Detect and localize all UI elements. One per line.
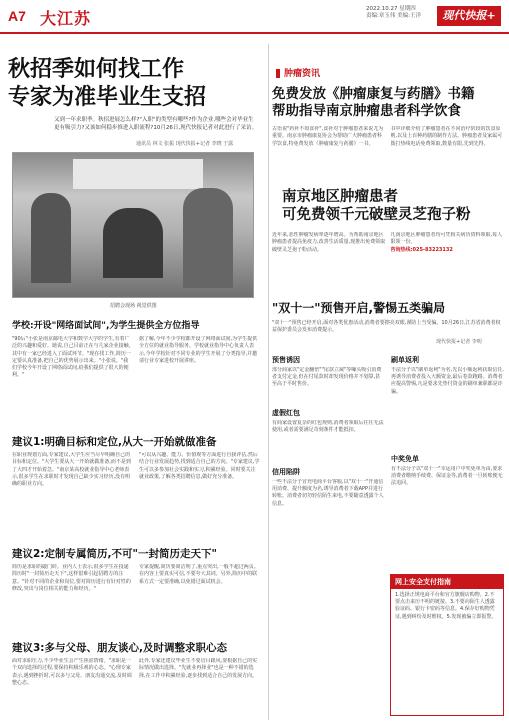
payment-guide-text: 1.选择正规电商平台和官方旗舰店购物。2.不要点击来历不明的链接。3.不要向陌生人透露验证码、银行卡密码等信息。4.保存好购物凭证,遇到纠纷及时维权。5.发现被骗立即报警。 (395, 592, 497, 620)
advice3-col2: 此外,专家还建议毕业生不要盲目跟风,要根据自己的实际情况做出选择。"先就业再择业"也是一种不错的选择,在工作中积累经验,逐步找到适合自己的发展方向。 (139, 658, 258, 679)
spore-headline-line2: 可免费领千元破壁灵芝孢子粉 (282, 207, 471, 223)
advice2-col2: 专家提醒,简历要简洁明了,重点突出,一般不超过两页。在内容上要真实可信,不要夸大其词。另外,简历中的联系方式一定要准确,以免错过面试机会。 (139, 564, 259, 585)
scam4-text: 不法分子以"刷单返利"为名,先以小额返利获取信任,再诱导消费者投入大额资金,最后卷款跑路。消费者应提高警惕,凡是要求先垫付资金的刷单兼职都是诈骗。 (391, 367, 504, 395)
main-headline-line1: 秋招季如何找工作 (8, 57, 185, 82)
scam-headline: "双十一"预售开启,警惕五类骗局 (272, 301, 446, 315)
book-body-col2: 书中详细介绍了肿瘤患者在不同治疗阶段的饮食原则,以及上百种药膳的制作方法。肿瘤患者及家属可拨打热线电话免费领取,数量有限,先到先得。 (390, 126, 503, 147)
book-headline-line2: 帮助指导南京肿瘤患者科学饮食 (272, 103, 461, 119)
spore-body-col1: 近年来,恶性肿瘤发病率逐年增高。为帮助南京地区肿瘤患者提高免疫力,改善生活质量,现推出免费领取破壁灵芝孢子粉活动。 (272, 232, 386, 253)
advice1-col2: "可以从兴趣、能力、价值观等方面进行自我评估,然后结合行业发展趋势,找到适合自己的方向。"专家建议,学生可以多参加社会实践和实习,积累经验。同时要关注就业政策,了解各类招聘信息,做好充分准备。 (139, 452, 260, 480)
scam5-text: 有不法分子以"双十一"幸运用户中奖免单为由,要求消费者缴纳手续费、保证金等,消费者一旦转账便无法追回。 (391, 466, 503, 487)
scam3-text: 一些不法分子冒充电商平台客服,以"双十一"开通信用消费、提升额度为名,诱导消费者下载APP并进行转账。消费者切勿轻信陌生来电,不要随意透露个人信息。 (272, 479, 384, 507)
spore-headline-line1: 南京地区肿瘤患者 (282, 189, 398, 205)
main-byline: 通讯员 林文 张振 现代快报+记者 李晓 于露 (136, 141, 234, 147)
spore-hotline: 咨询热线:025-83223132 (390, 246, 453, 253)
school-body (12, 336, 260, 426)
spore-body (272, 232, 504, 288)
advice3-title: 建议3:多与父母、朋友谈心,及时调整求职心态 (12, 642, 227, 654)
payment-guide-title: 网上安全支付指南 (391, 575, 503, 589)
school-body-col1: "90后"小张是南京邮电大学和数学大学的学生,有着广泛的兴趣和爱好。她说,自己目前正在与几家企业接触,其中有一家已经进入了面试环节。"现在找工作,简历一定要认真准备,把自己的优势展示出来。"小张说。"我们学校今年开设了网络面试间,给我们提供了很大的便利。" (12, 336, 131, 379)
advice3-col1: 面对求职压力,不少毕业生会产生焦虑情绪。"求职是一个双向选择的过程,要保持积极乐观的心态。"心理专家表示,遇到挫折时,可以多与父母、朋友沟通交流,及时调整心态。 (12, 658, 132, 686)
school-subhead: 学校:开设"网络面试间",为学生提供全方位指导 (12, 321, 200, 331)
scam3-title: 信用陷阱 (272, 468, 300, 476)
advice2-body (12, 564, 260, 630)
scam2-title: 虚假红包 (272, 409, 300, 417)
advice3-body (12, 658, 260, 720)
issue-editors: 责编:章玉伟 美编:王洋 (366, 13, 421, 19)
page-header (0, 0, 509, 44)
book-body-col1: 古语说"药补不如食补",食补对于肿瘤患者来说尤为重要。南京市肿瘤康复协会为帮助广大肿瘤患者科学饮食,特免费发放《肿瘤康复与药膳》一书。 (272, 126, 384, 147)
scam-lead: "双十一"预售已经开启,面对各类优惠活动,消费者要擦亮双眼,谨防上当受骗。10月26日,江苏省消费者权益保护委员会发布消费提示。 (272, 320, 501, 333)
photo-caption: 招聘会现场 视觉供图 (110, 303, 157, 309)
scam1-title: 预售诱因 (272, 356, 300, 364)
book-headline-line1: 免费发放《肿瘤康复与药膳》书籍 (272, 86, 475, 102)
main-lead: 又到一年求职季。秋招进展怎么样?"入职"的类型有哪些?作为企业,哪些会对毕业生更有吸引力?又该如何稳步推进入职流程?10月26日,现代快报记者对此进行了采访。 (54, 117, 258, 131)
header-rule (0, 32, 509, 34)
main-headline (8, 56, 258, 112)
tag-label: 肿瘤资讯 (284, 69, 321, 79)
photo-person (103, 208, 163, 278)
advice2-title: 建议2:定制专属简历,不可"一封简历走天下" (12, 548, 217, 560)
school-body-col2: 据了解,今年不少学校都开设了网络面试间,为学生提供全方位的就业指导服务。学校就业指导中心负责人表示,今年学校针对不同专业的学生开展了分类指导,并邀请行业专家进校开展讲座。 (139, 336, 258, 364)
tag-bar (276, 69, 280, 78)
scam1-text: 部分商家以"定金翻倍""尾款立减"等噱头吸引消费者支付定金,但在付尾款时却发现价格并不划算,甚至高于平时售价。 (272, 367, 382, 388)
main-headline-line2: 专家为准毕业生支招 (8, 85, 207, 110)
newspaper-logo: 现代快报+ (437, 6, 501, 26)
tumor-news-tag (276, 66, 320, 79)
scam-byline: 现代快报+记者 李明 (436, 339, 482, 345)
issue-date: 2022.10.27 星期四 (366, 6, 416, 12)
scam-col-left (272, 352, 385, 720)
book-body (272, 126, 504, 184)
issue-meta (366, 6, 436, 20)
section-title: 大江苏 (40, 9, 92, 28)
photo-person (31, 193, 71, 283)
spore-body-text: 凡南京地区肿瘤患者均可凭相关病历资料领取,每人限领一份。 (390, 232, 503, 246)
spore-body-col2 (391, 232, 505, 288)
payment-guide-box (390, 574, 504, 716)
advice1-col1: 在职业规划方面,专家建议,大学生应当尽早明确自己的目标和定位。"大学生要从大一开始就做准备,而不是到了大四才开始着急。"南京某高校就业指导中心老师表示,很多学生在求职时才发现自己缺少实习经历,没有明确的职业方向。 (12, 452, 131, 488)
photo-board (73, 159, 203, 189)
advice2-col1: 简历是求职的敲门砖。业内人士表示,很多学生在投递简历时"一封简历走天下",这样很难引起招聘方的注意。"针对不同的企业和岗位,要对简历进行有针对性的修改,突出与岗位相关的能力和经历。" (12, 564, 131, 592)
photo-person (183, 188, 233, 288)
scam4-title: 刷单返利 (391, 356, 419, 364)
advice1-body (12, 452, 260, 540)
advice1-title: 建议1:明确目标和定位,从大一开始就做准备 (12, 436, 217, 448)
scam2-text: 有商家设置复杂的红包规则,消费者领取后往往无法使用,或者需要满足苛刻条件才能抵扣。 (272, 420, 384, 434)
scam5-title: 中奖免单 (391, 455, 419, 463)
page-number: A7 (8, 8, 26, 24)
column-divider (268, 44, 269, 720)
spore-headline (282, 188, 504, 224)
job-fair-photo (12, 152, 254, 298)
book-headline (272, 86, 504, 120)
